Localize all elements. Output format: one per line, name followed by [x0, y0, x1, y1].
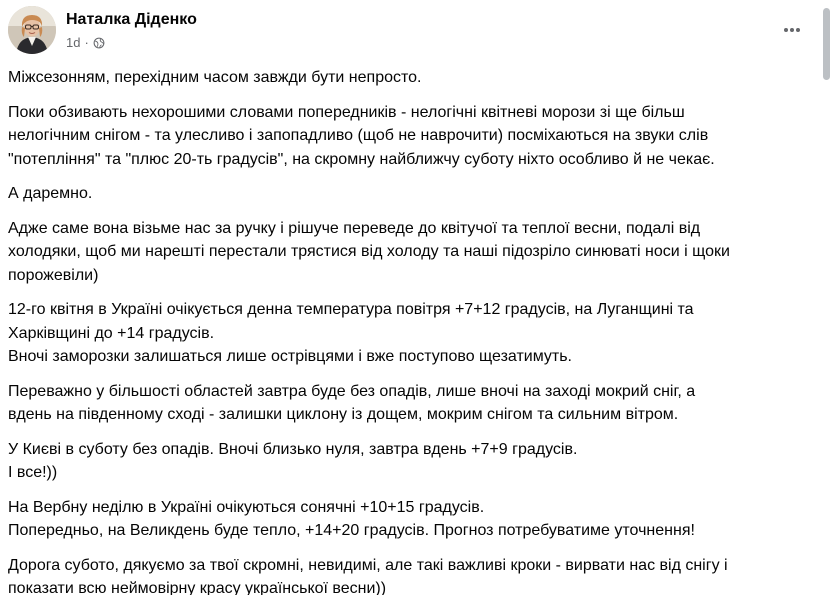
paragraph-line: Адже саме вона візьме нас за ручку і рішуче переведе до квітучої та теплої весни, подалі від: [8, 219, 701, 237]
post-paragraph: [8, 101, 813, 172]
more-dot: [796, 28, 800, 32]
more-dot: [790, 28, 794, 32]
meta-separator: ·: [84, 35, 89, 50]
paragraph-line: У Києві в суботу без опадів. Вночі близько нуля, завтра вдень +7+9 градусів.: [8, 440, 578, 458]
post-body: [8, 66, 813, 595]
paragraph-line: вдень на південному сході - залишки циклону із дощем, мокрим снігом та сильним вітром.: [8, 406, 679, 423]
paragraph-line: А даремно.: [8, 185, 93, 202]
author-avatar[interactable]: [8, 6, 56, 54]
paragraph-line: Харківщині до +14 градусів.: [8, 324, 215, 342]
page-scrollbar[interactable]: [820, 0, 833, 595]
post-paragraph: [8, 438, 813, 485]
paragraph-line: Поки обзивають нехорошими словами попередників - нелогічні квітневі морози зі ще більш: [8, 103, 685, 121]
paragraph-line: Переважно у більшості областей завтра буде без опадів, лише вночі на заході мокрий сніг, а: [8, 382, 696, 400]
post-header: [8, 6, 808, 56]
paragraph-line: І все!)): [8, 464, 58, 481]
post-paragraph: [8, 554, 813, 595]
author-name[interactable]: Наталка Діденко: [66, 11, 197, 28]
paragraph-line: показати всю неймовірну красу української весни)): [8, 580, 387, 595]
more-dot: [784, 28, 788, 32]
paragraph-line: Вночі заморозки залишаться лише острівцями і вже поступово щезатимуть.: [8, 348, 572, 365]
post-paragraph: [8, 66, 813, 90]
more-options-button[interactable]: [778, 16, 806, 44]
globe-icon[interactable]: [93, 37, 105, 49]
avatar-portrait-icon: [8, 6, 56, 54]
paragraph-line: Міжсезонням, перехідним часом завжди бути непросто.: [8, 69, 422, 86]
post-paragraph: [8, 380, 813, 427]
post-paragraph: [8, 496, 813, 543]
paragraph-line: 12-го квітня в Україні очікується денна температура повітря +7+12 градусів, на Луганщині та: [8, 301, 694, 318]
scrollbar-thumb[interactable]: [823, 8, 830, 80]
paragraph-line: Попередньо, на Великдень буде тепло, +14+20 градусів. Прогноз потребуватиме уточнення!: [8, 522, 695, 539]
paragraph-line: порожевіли): [8, 266, 99, 284]
paragraph-line: холодяки, щоб ми нарешті перестали трястися від холоду та наші підозріло синюваті носи і щоки: [8, 243, 730, 260]
post-paragraph: [8, 298, 813, 369]
post-meta: [66, 35, 105, 50]
paragraph-line: нелогічним снігом - та улесливо і запопадливо (щоб не наврочити) посміхаються на звуки слів: [8, 127, 709, 144]
paragraph-line: Дорога субото, дякуємо за твої скромні, невидимі, але такі важливі кроки - вирвати нас від снігу і: [8, 556, 728, 574]
paragraph-line: "потепління" та "плюс 20-ть градусів", на скромну найближчу суботу ніхто особливо й не чекає.: [8, 150, 715, 168]
post-paragraph: [8, 217, 813, 288]
post-timestamp[interactable]: 1d: [66, 35, 81, 50]
post-paragraph: [8, 182, 813, 206]
paragraph-line: На Вербну неділю в Україні очікуються сонячні +10+15 градусів.: [8, 498, 485, 516]
